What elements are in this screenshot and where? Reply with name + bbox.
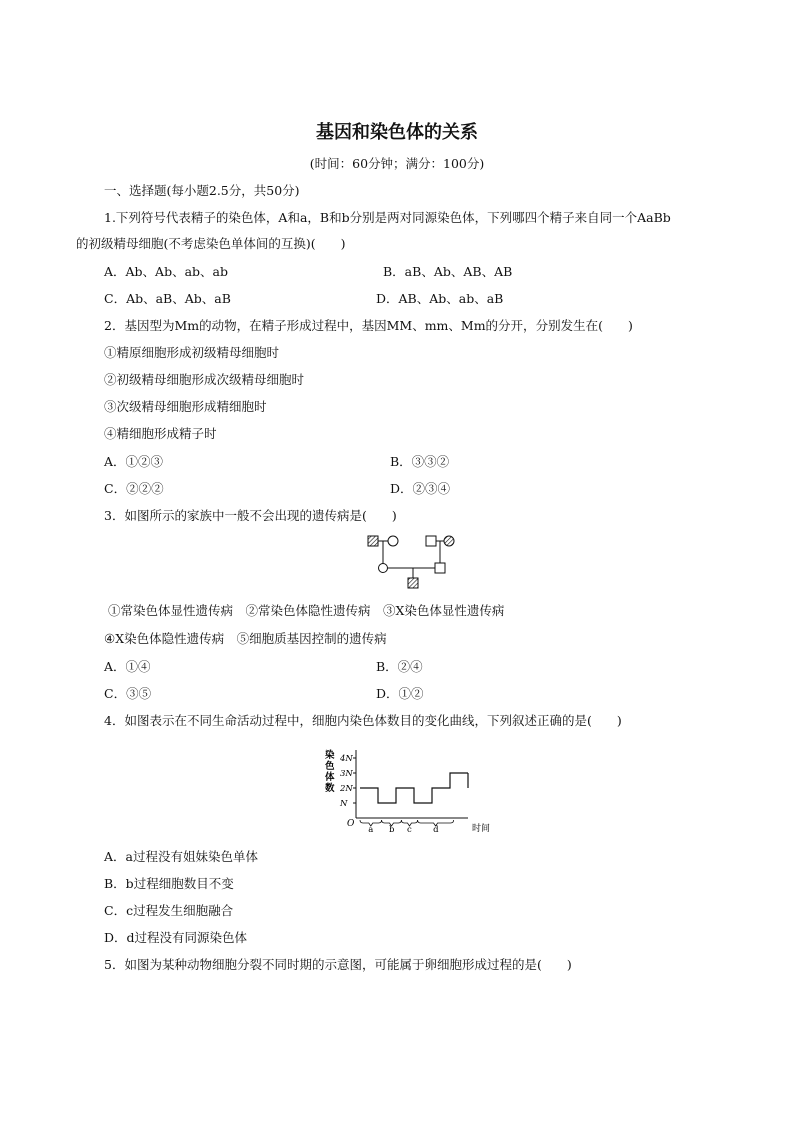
q2-option-d: D．②③④: [390, 481, 451, 496]
pedigree-normal-female-3: [379, 564, 388, 573]
chart-xtick-label: d: [433, 825, 439, 835]
pedigree-affected-female-2: [444, 536, 454, 546]
chart-ytick-label: 4N: [340, 754, 353, 764]
chart-ytick-label: 2N: [340, 784, 353, 794]
chart-ylabel: 染色体数: [325, 750, 335, 794]
chart-ytick-label: N: [340, 799, 348, 809]
q1-option-b: B．aB、Ab、AB、AB: [383, 264, 513, 279]
page-title: 基因和染色体的关系: [316, 122, 478, 143]
q2-stem: 2．基因型为Mm的动物，在精子形成过程中，基因MM、mm、Mm的分开，分别发生在( ): [104, 318, 633, 333]
q2-statement-3: ③次级精母细胞形成精细胞时: [104, 399, 267, 414]
q2-option-b: B．③③②: [390, 454, 450, 469]
q1-option-a: A．Ab、Ab、ab、ab: [104, 264, 228, 279]
chart-xlabel: 时间: [472, 824, 491, 834]
q1-option-d: D．AB、Ab、ab、aB: [376, 291, 504, 306]
chart-ytick-label: 3N: [340, 769, 353, 779]
q4-option-c: C．c过程发生细胞融合: [104, 903, 234, 918]
q3-option-b: B．②④: [376, 659, 423, 674]
q1-option-c: C．Ab、aB、Ab、aB: [104, 291, 231, 306]
pedigree-normal-male-4: [435, 563, 445, 573]
pedigree-diagram: [360, 530, 460, 590]
q2-option-a: A．①②③: [104, 454, 164, 469]
pedigree-normal-female-1: [388, 536, 398, 546]
q3-stem: 3．如图所示的家族中一般不会出现的遗传病是( ): [104, 508, 397, 523]
section-heading: 一、选择题(每小题2.5分，共50分): [104, 183, 300, 198]
q4-option-b: B．b过程细胞数目不变: [104, 876, 234, 891]
chart-series-line: [360, 773, 468, 803]
chart-origin: O: [347, 819, 355, 829]
q2-option-c: C．②②②: [104, 481, 164, 496]
q3-option-c: C．③⑤: [104, 686, 152, 701]
pedigree-normal-male-2: [426, 536, 436, 546]
chart-xtick-label: b: [389, 825, 395, 835]
q2-statement-4: ④精细胞形成精子时: [104, 426, 217, 441]
q2-statement-1: ①精原细胞形成初级精母细胞时: [104, 345, 280, 360]
q3-options-line1: ①常染色体显性遗传病 ②常染色体隐性遗传病 ③X染色体显性遗传病: [108, 603, 505, 618]
q4-option-a: A．a过程没有姐妹染色单体: [104, 849, 258, 864]
q2-statement-2: ②初级精母细胞形成次级精母细胞时: [104, 372, 305, 387]
q1-stem-line1: 1.下列符号代表精子的染色体，A和a，B和b分别是两对同源染色体，下列哪四个精子来自同一个AaBb: [104, 210, 671, 225]
q3-option-d: D．①②: [376, 686, 424, 701]
q4-stem: 4．如图表示在不同生命活动过程中，细胞内染色体数目的变化曲线，下列叙述正确的是( ): [104, 713, 622, 728]
q4-option-d: D．d过程没有同源染色体: [104, 930, 248, 945]
chart-xtick-label: a: [368, 825, 374, 835]
q3-options-line2: ④X染色体隐性遗传病 ⑤细胞质基因控制的遗传病: [104, 631, 387, 646]
pedigree-affected-male-1: [368, 536, 378, 546]
pedigree-affected-male-child: [408, 578, 418, 588]
q1-stem-line2: 的初级精母细胞(不考虑染色单体间的互换)( ): [76, 236, 346, 251]
chromosome-chart: [322, 744, 502, 836]
chart-xtick-label: c: [407, 825, 412, 835]
exam-info: (时间：60分钟；满分：100分): [309, 156, 485, 171]
q3-option-a: A．①④: [104, 659, 151, 674]
q5-stem: 5．如图为某种动物细胞分裂不同时期的示意图，可能属于卵细胞形成过程的是( ): [104, 957, 572, 972]
